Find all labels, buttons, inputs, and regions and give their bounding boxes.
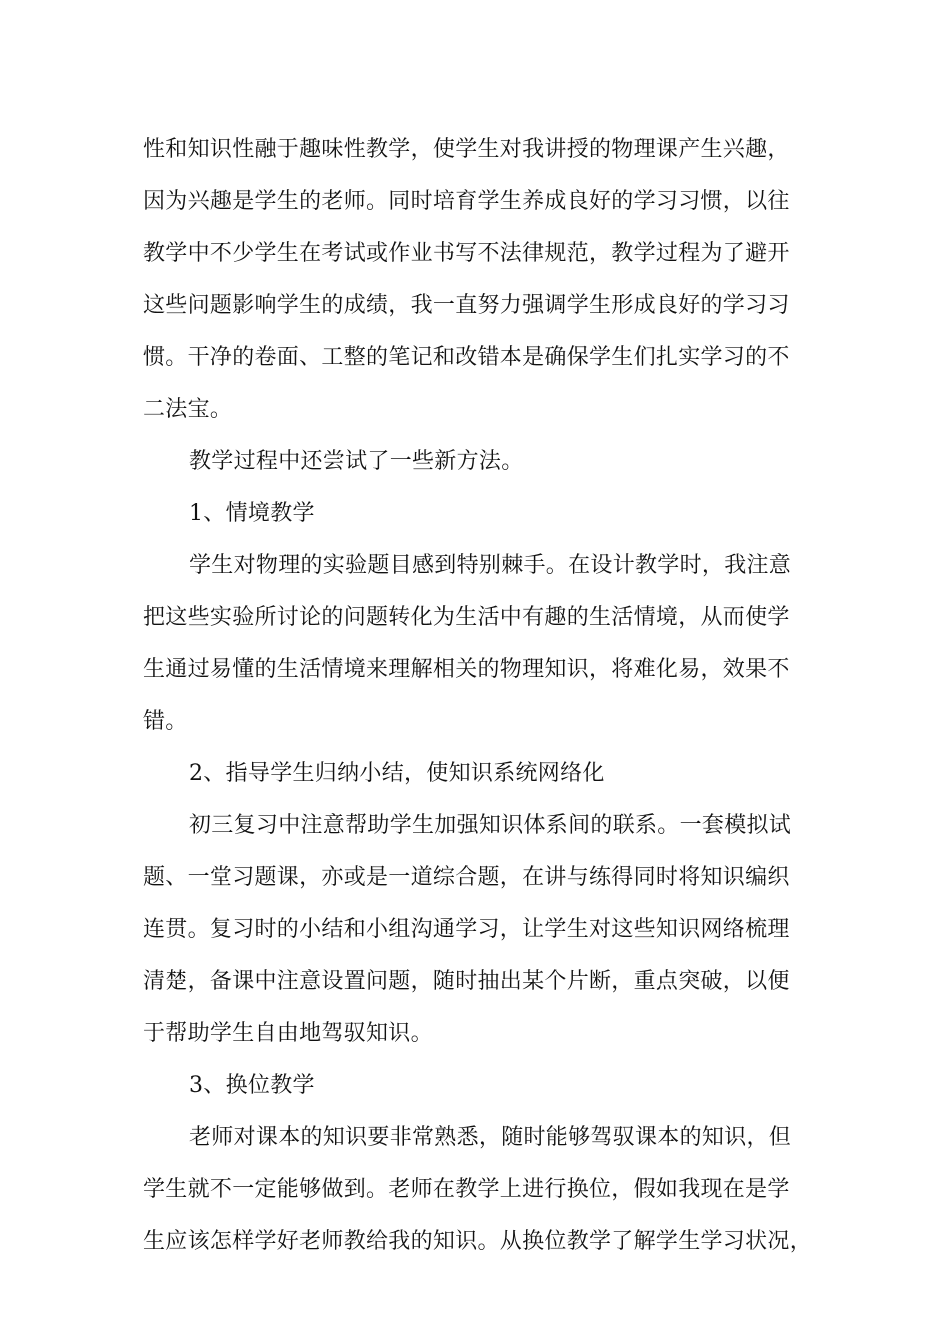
text-line: 教学中不少学生在考试或作业书写不法律规范，教学过程为了避开 <box>143 241 790 266</box>
text-line: 清楚，备课中注意设置问题，随时抽出某个片断，重点突破，以便 <box>143 969 790 994</box>
text-line: 把这些实验所讨论的问题转化为生活中有趣的生活情境，从而使学 <box>143 605 790 630</box>
document-body <box>143 124 823 1268</box>
text-line: 学生就不一定能够做到。老师在教学上进行换位，假如我现在是学 <box>143 1177 790 1202</box>
text-line: 生应该怎样学好老师教给我的知识。从换位教学了解学生学习状况， <box>143 1229 813 1254</box>
text-line: 初三复习中注意帮助学生加强知识体系间的联系。一套模拟试 <box>189 813 792 838</box>
text-line: 生通过易懂的生活情境来理解相关的物理知识，将难化易，效果不 <box>143 657 790 682</box>
section-heading: 2、指导学生归纳小结，使知识系统网络化 <box>189 761 605 786</box>
text-line: 这些问题影响学生的成绩，我一直努力强调学生形成良好的学习习 <box>143 293 790 318</box>
text-line: 错。 <box>143 709 188 734</box>
text-line: 惯。干净的卷面、工整的笔记和改错本是确保学生们扎实学习的不 <box>143 345 790 370</box>
text-line: 二法宝。 <box>143 397 233 422</box>
text-line: 老师对课本的知识要非常熟悉，随时能够驾驭课本的知识，但 <box>189 1125 792 1150</box>
text-line: 性和知识性融于趣味性教学，使学生对我讲授的物理课产生兴趣， <box>143 137 790 162</box>
section-heading: 1、情境教学 <box>189 501 315 526</box>
paragraph-intro: 教学过程中还尝试了一些新方法。 <box>189 449 524 474</box>
section-heading: 3、换位教学 <box>189 1073 315 1098</box>
text-line: 因为兴趣是学生的老师。同时培育学生养成良好的学习习惯，以往 <box>143 189 790 214</box>
text-line: 于帮助学生自由地驾驭知识。 <box>143 1021 433 1046</box>
text-line: 题、一堂习题课，亦或是一道综合题，在讲与练得同时将知识编织 <box>143 865 790 890</box>
text-line: 学生对物理的实验题目感到特别棘手。在设计教学时，我注意 <box>189 553 792 578</box>
text-line: 连贯。复习时的小结和小组沟通学习，让学生对这些知识网络梳理 <box>143 917 790 942</box>
